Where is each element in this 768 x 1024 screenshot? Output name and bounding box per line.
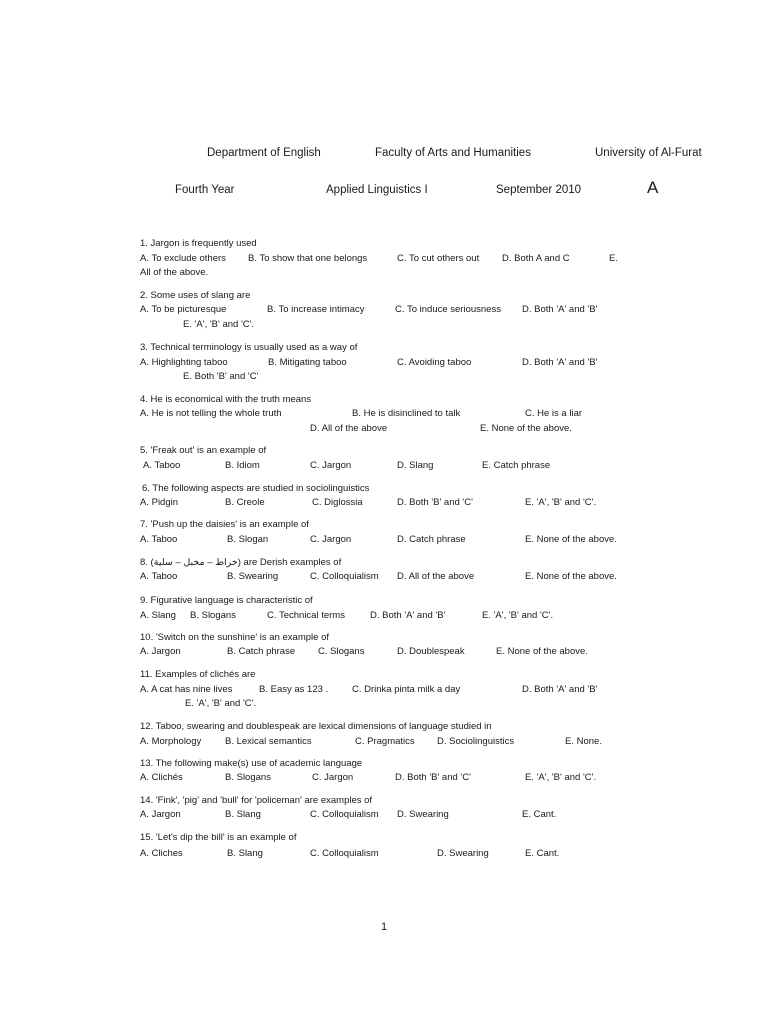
question-stem: 11. Examples of clichés are (140, 669, 256, 680)
option: All of the above. (140, 267, 209, 278)
option: A. Pidgin (140, 497, 179, 508)
question-stem: 1. Jargon is frequently used (140, 238, 257, 249)
option: B. He is disinclined to talk (352, 408, 461, 419)
option: D. Catch phrase (397, 534, 466, 545)
option: D. Both 'A' and 'B' (370, 610, 446, 621)
page-number: 1 (381, 921, 388, 933)
option: D. Swearing (397, 809, 449, 820)
option: E. Cant. (525, 848, 560, 859)
option: E. 'A', 'B' and 'C'. (185, 698, 257, 709)
option: B. Catch phrase (227, 646, 296, 657)
option: C. Jargon (310, 460, 352, 471)
question-stem: 3. Technical terminology is usually used as a way of (140, 342, 358, 353)
option: B. Mitigating taboo (268, 357, 347, 368)
option: D. All of the above (397, 571, 475, 582)
question-stem: 4. He is economical with the truth means (140, 394, 312, 405)
option: D. Doublespeak (397, 646, 465, 657)
option: E. 'A', 'B' and 'C'. (482, 610, 554, 621)
question-stem: 8. (خراط – مخبل – سلية) are Derish examples of (140, 557, 342, 568)
option: D. Swearing (437, 848, 489, 859)
option: C. Drinka pinta milk a day (352, 684, 461, 695)
exam-date: September 2010 (496, 184, 582, 196)
option: A. Cliches (140, 848, 183, 859)
question-stem: 2. Some uses of slang are (140, 290, 251, 301)
option: B. Creole (225, 497, 265, 508)
option: C. Colloquialism (310, 809, 379, 820)
year-label: Fourth Year (175, 184, 235, 196)
option: C. Colloquialism (310, 571, 379, 582)
option: B. Slang (225, 809, 261, 820)
option: D. All of the above (310, 423, 388, 434)
option: A. Jargon (140, 809, 181, 820)
option: A. Slang (140, 610, 176, 621)
option: B. Slang (227, 848, 263, 859)
option: B. Lexical semantics (225, 736, 312, 747)
option: C. Jargon (312, 772, 354, 783)
option: B. Slogans (225, 772, 271, 783)
university-name: University of Al-Furat (595, 147, 702, 159)
option: A. To exclude others (140, 253, 226, 264)
question-stem: 6. The following aspects are studied in sociolinguistics (142, 483, 370, 494)
option: A. Clichés (140, 772, 183, 783)
question-stem: 10. 'Switch on the sunshine' is an example of (140, 632, 329, 643)
option: E. None of the above. (496, 646, 588, 657)
faculty-name: Faculty of Arts and Humanities (375, 147, 531, 159)
option: B. Swearing (227, 571, 279, 582)
option: C. Pragmatics (355, 736, 415, 747)
option: E. 'A', 'B' and 'C'. (525, 497, 597, 508)
option: A. Taboo (140, 534, 178, 545)
question-stem: 9. Figurative language is characteristic of (140, 595, 313, 606)
option: E. Catch phrase (482, 460, 551, 471)
option: C. Colloquialism (310, 848, 379, 859)
option: B. Idiom (225, 460, 260, 471)
option: D. Slang (397, 460, 434, 471)
option: D. Both 'A' and 'B' (522, 304, 598, 315)
option: C. Jargon (310, 534, 352, 545)
option: B. Slogans (190, 610, 236, 621)
option: D. Both 'B' and 'C' (395, 772, 471, 783)
option: A. To be picturesque (140, 304, 227, 315)
option: D. Both A and C (502, 253, 570, 264)
question-stem: 15. 'Let's dip the bill' is an example of (140, 832, 297, 843)
option: E. Both 'B' and 'C' (183, 371, 259, 382)
option: C. To cut others out (397, 253, 480, 264)
option: A. A cat has nine lives (140, 684, 233, 695)
question-stem: 5. 'Freak out' is an example of (140, 445, 267, 456)
option: A. He is not telling the whole truth (140, 408, 282, 419)
option: C. Technical terms (267, 610, 345, 621)
option: B. To increase intimacy (267, 304, 365, 315)
option: D. Both 'A' and 'B' (522, 684, 598, 695)
option: E. 'A', 'B' and 'C'. (525, 772, 597, 783)
option: E. None of the above. (480, 423, 572, 434)
department-name: Department of English (207, 147, 321, 159)
option: D. Both 'B' and 'C' (397, 497, 473, 508)
question-stem: 12. Taboo, swearing and doublespeak are lexical dimensions of language studied in (140, 721, 492, 732)
course-title: Applied Linguistics I (326, 184, 428, 196)
option: D. Both 'A' and 'B' (522, 357, 598, 368)
option: A. Taboo (140, 571, 178, 582)
option: D. Sociolinguistics (437, 736, 515, 747)
option: A. Highlighting taboo (140, 357, 228, 368)
option: B. Slogan (227, 534, 269, 545)
option: E. None. (565, 736, 602, 747)
option: A. Taboo (143, 460, 181, 471)
option: E. 'A', 'B' and 'C'. (183, 319, 255, 330)
option: E. Cant. (522, 809, 557, 820)
option: E. None of the above. (525, 571, 617, 582)
option: E. None of the above. (525, 534, 617, 545)
option: A. Jargon (140, 646, 181, 657)
option: E. (609, 253, 618, 264)
option: C. Avoiding taboo (397, 357, 472, 368)
question-stem: 14. 'Fink', 'pig' and 'bull' for 'policeman' are examples of (140, 795, 373, 806)
option: B. Easy as 123 . (259, 684, 329, 695)
option: A. Morphology (140, 736, 202, 747)
option: C. Diglossia (312, 497, 363, 508)
exam-version: A (647, 178, 659, 197)
question-stem: 13. The following make(s) use of academic language (140, 758, 363, 769)
option: C. He is a liar (525, 408, 583, 419)
option: C. To induce seriousness (395, 304, 501, 315)
arabic-terms: خراط – مخبل – سلية (153, 557, 238, 568)
question-stem: 7. 'Push up the daisies' is an example of (140, 519, 309, 530)
option: C. Slogans (318, 646, 365, 657)
option: B. To show that one belongs (248, 253, 368, 264)
